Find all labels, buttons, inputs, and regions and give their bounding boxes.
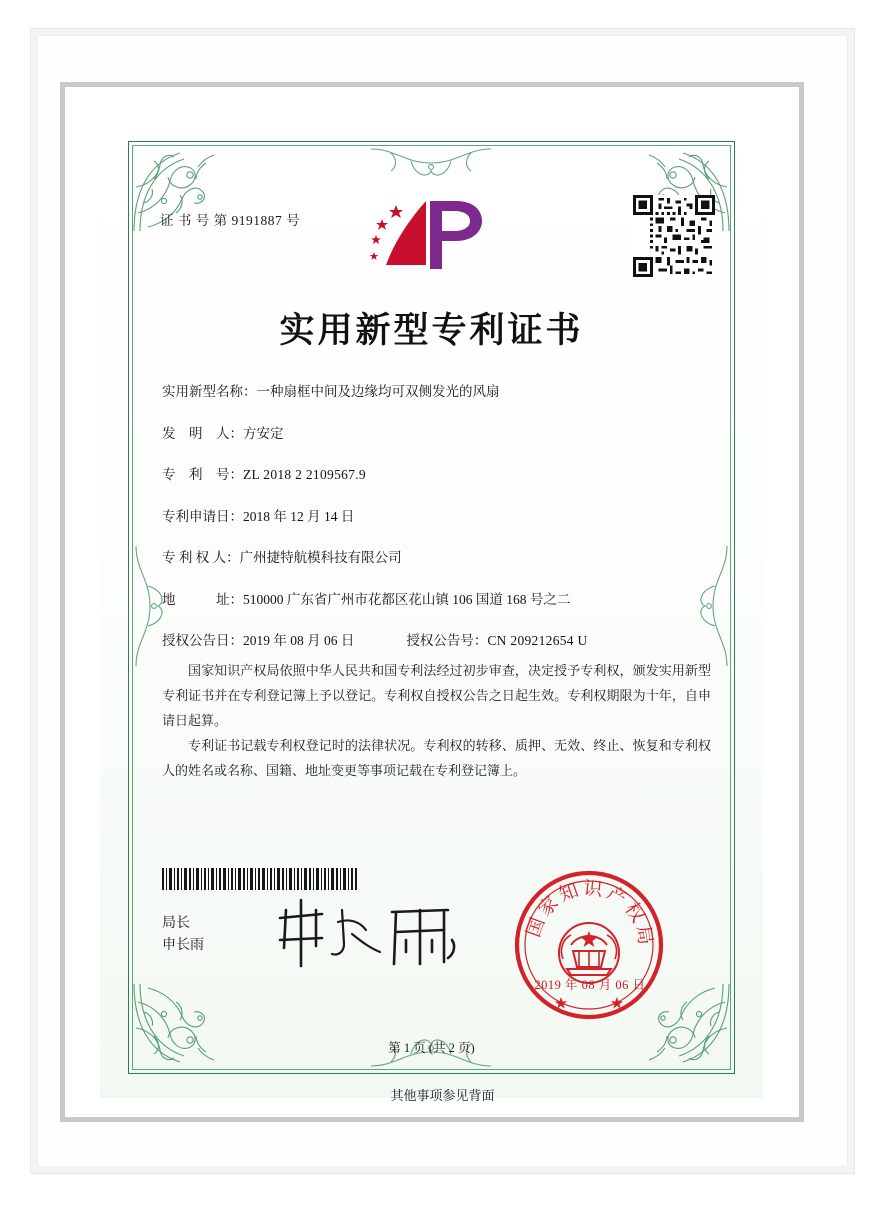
field-value: 2018 年 12 月 14 日 [243,508,355,524]
field-value: 方安定 [243,425,284,441]
field-label: 发 明 人： [162,425,243,441]
paragraph-1: 国家知识产权局依照中华人民共和国专利法经过初步审查，决定授予专利权，颁发实用新型专利证书并在专利登记簿上予以登记。专利权自授权公告之日起生效。专利权期限为十年，自申请日起算。 [162,663,711,728]
field-row-application-date [162,508,715,526]
handwritten-signature [272,896,462,972]
qr-code [633,195,715,277]
field-row-patent-number [162,466,715,484]
barcode [162,868,358,890]
field-label: 专 利 权 人： [162,550,240,565]
field-row-address [162,591,715,609]
field-list [162,383,715,674]
page-indicator: 第 1 页 (共 2 页) [388,1041,475,1055]
signature-labels [162,913,204,957]
field-label: 专 利 号： [162,467,243,482]
official-red-seal [505,861,673,1029]
field-value: 510000 广东省广州市花都区花山镇 106 国道 168 号之二 [243,591,571,607]
office-label: 局长 [162,916,190,931]
cnipa-emblem-icon [368,195,496,273]
field-label-grant-date: 授权公告日： [162,633,243,648]
field-row-name [162,383,715,401]
legal-text [162,658,711,783]
field-value-publication-number: CN 209212654 U [487,633,588,648]
footer-note: 其他事项参见背面 [390,1088,495,1103]
field-value: 一种扇框中间及边缘均可双侧发光的风扇 [256,384,500,399]
field-value: ZL 2018 2 2109567.9 [243,467,366,482]
page-title: 实用新型专利证书 [279,310,584,351]
field-row-patentee [162,549,715,567]
ornament-corner-icon [130,980,222,1072]
field-label: 地 址： [162,591,243,607]
field-value: 广州捷特航模科技有限公司 [239,550,402,565]
signer-name: 申长雨 [162,938,204,953]
certificate-number: 证 书 号 第 9191887 号 [160,213,301,228]
ornament-edge-icon [371,141,491,195]
certificate-sheet [100,113,763,1098]
field-label: 实用新型名称： [162,384,257,399]
field-label: 专利申请日： [162,508,243,524]
field-row-inventor [162,425,715,443]
svg-text:国家知识产权局: 国家知识产权局 [522,877,657,950]
paragraph-2: 专利证书记载专利权登记时的法律状况。专利权的转移、质押、无效、终止、恢复和专利权人的姓名或名称、国籍、地址变更等事项记载在专利登记簿上。 [162,738,711,778]
field-label-publication-number: 授权公告号： [406,633,488,648]
seal-date: 2019 年 08 月 06 日 [534,978,646,992]
field-value-grant-date: 2019 年 08 月 06 日 [243,633,355,648]
field-row-grant [162,632,715,650]
